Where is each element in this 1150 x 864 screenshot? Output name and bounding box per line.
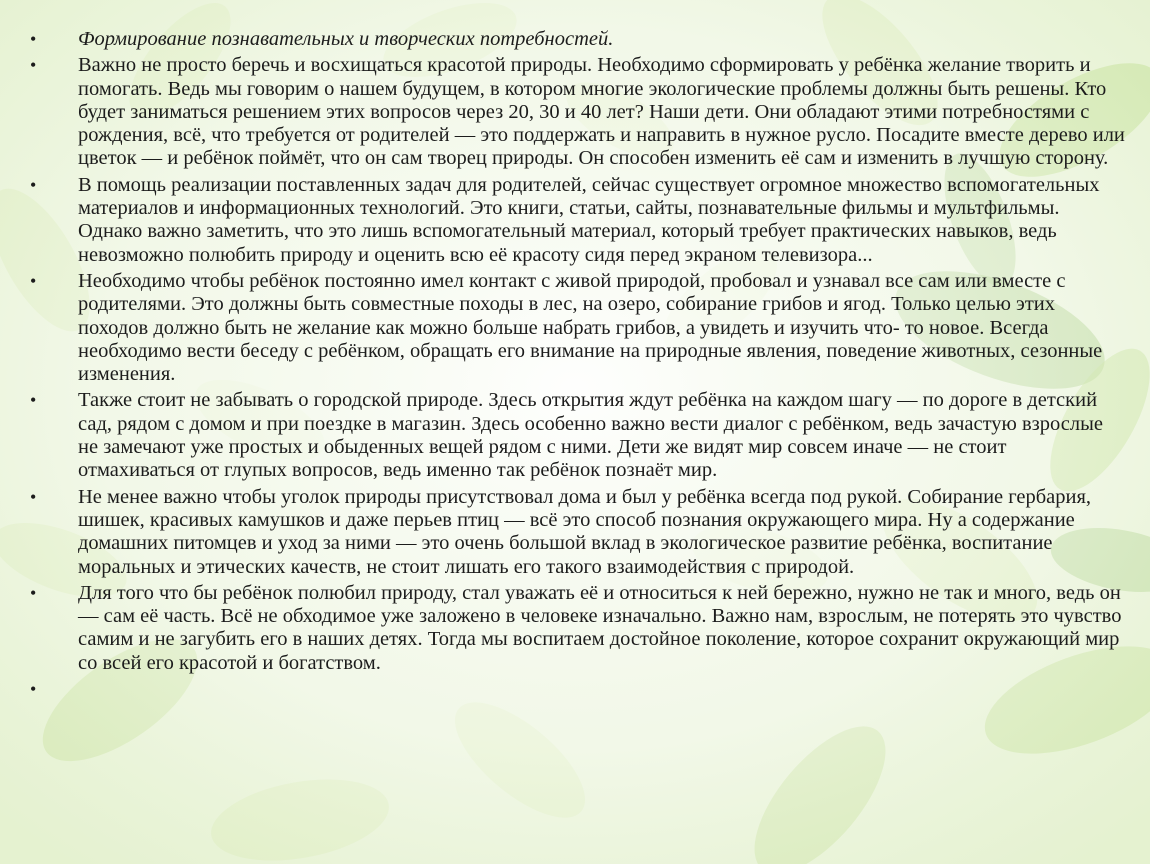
bullet-item — [28, 270, 1128, 386]
bullet-dot-icon: • — [30, 270, 37, 291]
bullet-dot-icon: • — [30, 174, 37, 195]
bullet-list — [28, 28, 1128, 702]
bullet-item — [28, 54, 1128, 170]
bullet-dot-icon: • — [30, 55, 37, 76]
bullet-dot-icon: • — [30, 390, 37, 411]
bullet-text: Важно не просто беречь и восхищаться красотой природы. Необходимо сформировать у ребёнка желание творить и помогать. Ведь мы говорим о нашем будущем, в котором многие экологические проблемы должны быть решены. Кто будет заниматься решением этих вопросов через 20, 30 и 40 лет? Наши дети. Они обладают этими потребностями с рождения, всё, что требуется от родителей — это поддержать и направить в нужное русло. Посадите вместе дерево или цветок — и ребёнок поймёт, что он сам творец природы. Он способен изменить её сам и изменить в лучшую сторону. — [78, 54, 1125, 170]
bullet-item — [28, 174, 1128, 267]
bullet-text: Не менее важно чтобы уголок природы присутствовал дома и был у ребёнка всегда под рукой. Собирание гербария, шишек, красивых камушков и даже перьев птиц — всё это способ познания окружающего мира. Ну а содержание домашних питомцев и уход за ними — это очень большой вклад в экологическое развитие ребёнка, воспитание моральных и этических качеств, не стоит лишать его такого взаимодействия с природой. — [78, 485, 1092, 578]
bullet-item — [28, 28, 1128, 51]
bullet-text: В помощь реализации поставленных задач для родителей, сейчас существует огромное множество вспомогательных материалов и информационных технологий. Это книги, статьи, сайты, познавательные фильмы и мультфильмы. Однако важно заметить, что это лишь вспомогательный материал, который требует практических навыков, ведь невозможно полюбить природу и оценить всю её красоту сидя перед экраном телевизора... — [78, 173, 1100, 266]
bullet-dot-icon: • — [30, 486, 37, 507]
bullet-item — [28, 389, 1128, 482]
bullet-text: Необходимо чтобы ребёнок постоянно имел контакт с живой природой, пробовал и узнавал все сам или вместе с родителями. Это должны быть совместные походы в лес, на озеро, собирание грибов и ягод. Только целью этих походов должно быть не желание как можно больше набрать грибов, а увидеть и изучить что- то новое. Всегда необходимо вести беседу с ребёнком, обращать его внимание на природные явления, поведение животных, сезонные изменения. — [78, 269, 1103, 386]
slide-body — [28, 28, 1128, 705]
bullet-text: Формирование познавательных и творческих потребностей. — [78, 28, 614, 50]
bullet-text: Также стоит не забывать о городской природе. Здесь открытия ждут ребёнка на каждом шагу — по дороге в детский сад, рядом с домом и при поездке в магазин. Здесь особенно важно вести диалог с ребёнком, ведь зачастую взрослые не замечают уже простых и обыденных вещей рядом с ними. Дети же видят мир совсем иначе — не стоит отмахиваться от глупых вопросов, ведь именно так ребёнок познаёт мир. — [78, 389, 1103, 482]
bullet-dot-icon: • — [30, 29, 37, 49]
bullet-dot-icon: • — [30, 679, 37, 700]
bullet-item — [28, 678, 1128, 702]
bullet-item — [28, 486, 1128, 579]
bullet-dot-icon: • — [30, 582, 37, 603]
bullet-text: Для того что бы ребёнок полюбил природу, стал уважать её и относиться к ней бережно, нужно не так и много, ведь он — сам её часть. Всё не обходимое уже заложено в человеке изначально. Важно нам, взрослым, не потерять это чувство самим и не загубить его в наших детях. Тогда мы воспитаем достойное поколение, которое сохранит окружающий мир со всей его красотой и богатством. — [78, 581, 1122, 674]
bullet-item — [28, 582, 1128, 675]
